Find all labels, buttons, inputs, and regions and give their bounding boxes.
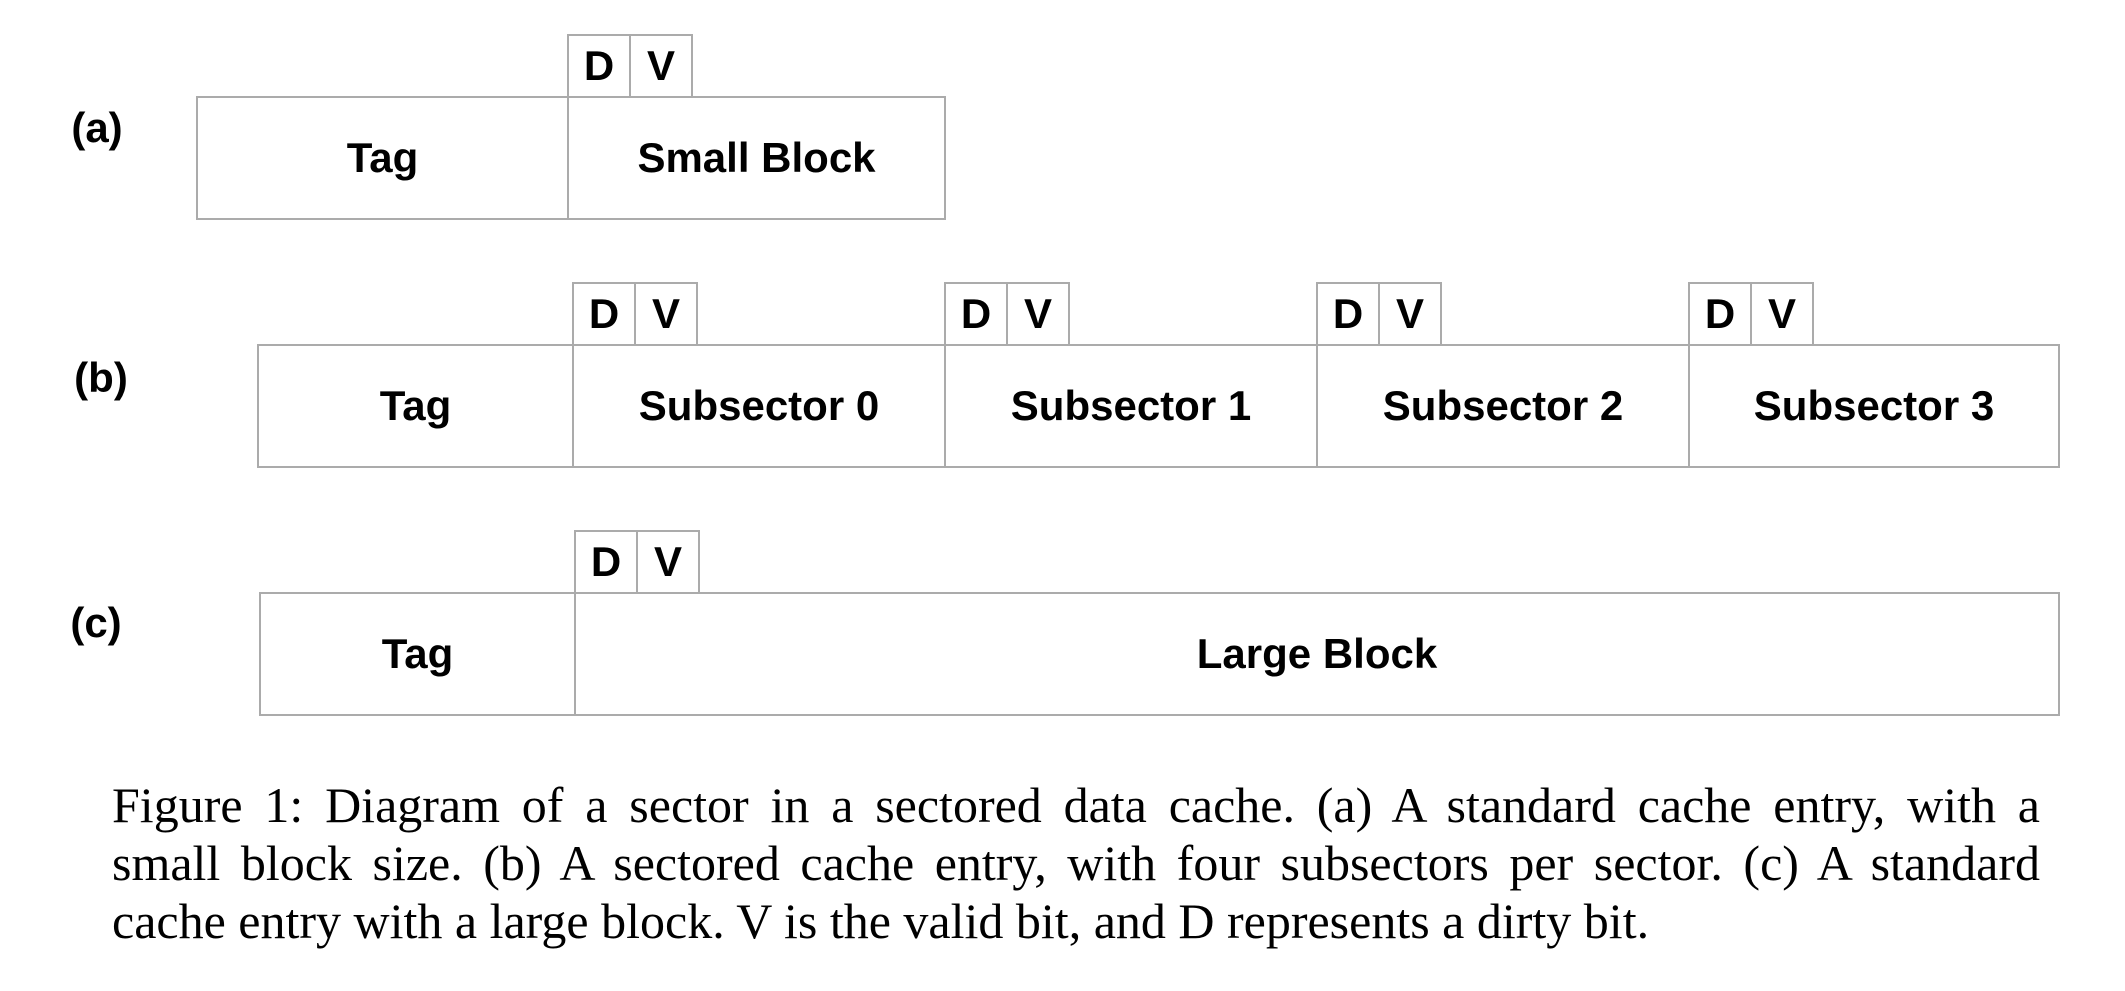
dirty-bit-cell: D bbox=[576, 532, 638, 592]
dirty-bit-cell: D bbox=[1318, 284, 1380, 344]
dv-box-a bbox=[567, 34, 693, 96]
dirty-bit-cell: D bbox=[574, 284, 636, 344]
cache-entry-row-a bbox=[196, 96, 946, 220]
cell-subsector-1: Subsector 1 bbox=[946, 346, 1318, 466]
dv-box-b3 bbox=[1688, 282, 1814, 344]
cell-tag-a: Tag bbox=[198, 98, 569, 218]
cache-entry-row-b bbox=[257, 344, 2060, 468]
valid-bit-cell: V bbox=[1023, 290, 1052, 337]
cell-subsector-3: Subsector 3 bbox=[1753, 382, 1995, 429]
dv-box-b2 bbox=[1316, 282, 1442, 344]
cache-entry-row-c bbox=[259, 592, 2060, 716]
caption-line-1: Figure 1: Diagram of a sector in a sectored data cache. (a) A standard cache entry, with a bbox=[112, 777, 2040, 833]
cell-subsector-0: Subsector 0 bbox=[574, 346, 946, 466]
dirty-bit-cell: D bbox=[569, 36, 631, 96]
cell-large-block: Large Block bbox=[1196, 630, 1438, 677]
caption-line-3: cache entry with a large block. V is the valid bit, and D represents a dirty bit. bbox=[112, 893, 1650, 949]
dv-box-b1 bbox=[944, 282, 1070, 344]
cell-subsector-2: Subsector 2 bbox=[1318, 346, 1690, 466]
row-label-b: (b) bbox=[74, 354, 128, 401]
valid-bit-cell: V bbox=[653, 538, 682, 585]
figure-caption bbox=[112, 776, 2040, 950]
valid-bit-cell: V bbox=[1767, 290, 1796, 337]
dirty-bit-cell: D bbox=[1690, 284, 1752, 344]
valid-bit-cell: V bbox=[1395, 290, 1424, 337]
cell-tag-c: Tag bbox=[261, 594, 576, 714]
caption-line-2: small block size. (b) A sectored cache entry, with four subsectors per sector. (c) A standard bbox=[112, 835, 2040, 891]
row-label-a: (a) bbox=[71, 104, 123, 151]
cell-small-block: Small Block bbox=[637, 134, 876, 181]
valid-bit-cell: V bbox=[646, 42, 675, 89]
valid-bit-cell: V bbox=[651, 290, 680, 337]
dirty-bit-cell: D bbox=[946, 284, 1008, 344]
dv-box-b0 bbox=[572, 282, 698, 344]
dv-box-c bbox=[574, 530, 700, 592]
row-label-c: (c) bbox=[70, 599, 122, 646]
cell-tag-b: Tag bbox=[259, 346, 574, 466]
